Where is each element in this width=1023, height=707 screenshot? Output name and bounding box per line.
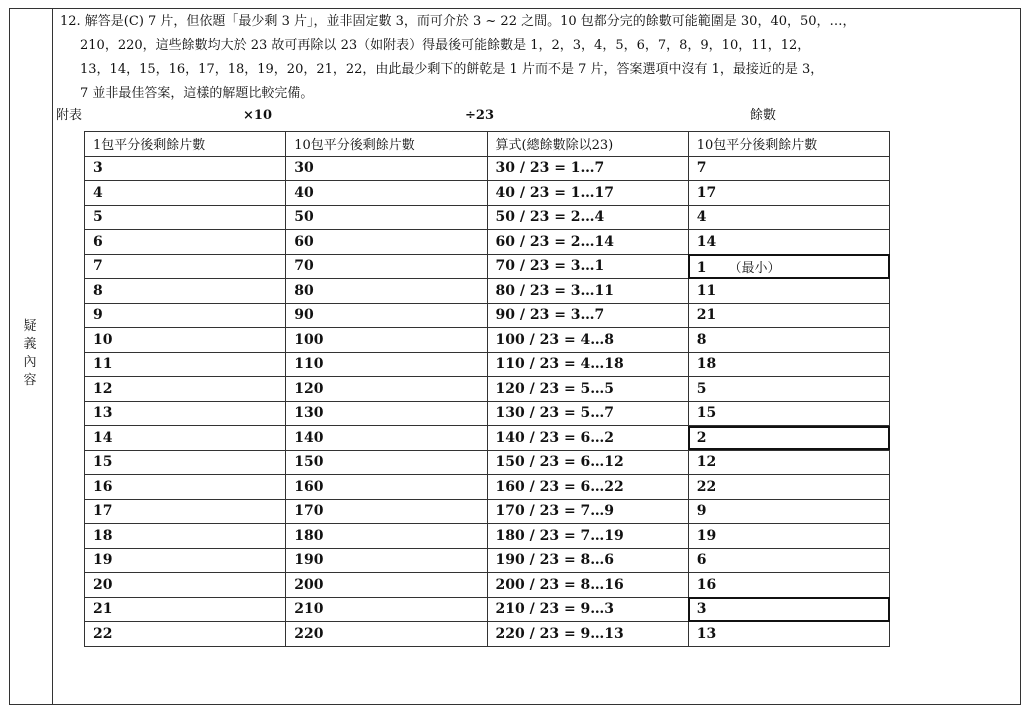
table-row	[85, 426, 890, 451]
table-cell: 220 / 23 = 9…13	[487, 622, 688, 647]
times10-label: ×10	[243, 108, 272, 123]
table-cell: 140 / 23 = 6…2	[487, 426, 688, 451]
side-label: 疑義內容	[23, 319, 37, 388]
table-cell: 120	[286, 377, 487, 402]
table-cell: 17	[85, 499, 286, 524]
table-cell: 20	[85, 573, 286, 598]
table-cell: 110	[286, 352, 487, 377]
paragraph-line: 210，220，這些餘數均大於 23 故可再除以 23（如附表）得最後可能餘數是 1，2，3，4，5，6，7，8，9，10，11，12，	[80, 38, 811, 53]
appendix-label: 附表	[56, 108, 83, 123]
table-row	[85, 181, 890, 206]
table-row	[85, 597, 890, 622]
table-cell: 140	[286, 426, 487, 451]
table-cell: 160	[286, 475, 487, 500]
table-cell: 18	[688, 352, 889, 377]
table-cell: 220	[286, 622, 487, 647]
table-cell: 120 / 23 = 5…5	[487, 377, 688, 402]
table-cell: 17	[688, 181, 889, 206]
header-cell: 算式(總餘數除以23)	[487, 132, 688, 157]
table-cell: 100	[286, 328, 487, 353]
table-cell: 40	[286, 181, 487, 206]
table-row	[85, 573, 890, 598]
table-cell: 190 / 23 = 8…6	[487, 548, 688, 573]
table-cell: 22	[688, 475, 889, 500]
table-cell: 210 / 23 = 9…3	[487, 597, 688, 622]
table-cell: 70	[286, 254, 487, 279]
table-cell: 30 / 23 = 1…7	[487, 156, 688, 181]
table-cell: 9	[85, 303, 286, 328]
remainder-label: 餘數	[750, 108, 777, 123]
table-cell: 10	[85, 328, 286, 353]
table-cell: 30	[286, 156, 487, 181]
table-cell: 190	[286, 548, 487, 573]
table-cell: 110 / 23 = 4…18	[487, 352, 688, 377]
table-cell: 5	[85, 205, 286, 230]
table-cell: 14	[85, 426, 286, 451]
paragraph-line: 13，14，15，16，17，18，19，20，21，22，由此最少剩下的餅乾是 1 片而不是 7 片，答案選項中沒有 1，最接近的是 3，	[80, 62, 824, 77]
table-row	[85, 377, 890, 402]
table-cell: 130 / 23 = 5…7	[487, 401, 688, 426]
table-body	[85, 156, 890, 646]
table-cell: 200 / 23 = 8…16	[487, 573, 688, 598]
table-cell: 5	[688, 377, 889, 402]
table-cell: 2	[688, 426, 889, 451]
table-cell: 16	[688, 573, 889, 598]
table-row	[85, 450, 890, 475]
table-cell: 6	[688, 548, 889, 573]
table-cell: 60 / 23 = 2…14	[487, 230, 688, 255]
table-cell: 6	[85, 230, 286, 255]
table-row	[85, 548, 890, 573]
table-cell: 200	[286, 573, 487, 598]
header-cell: 10包平分後剩餘片數	[286, 132, 487, 157]
remainder-table	[84, 131, 890, 647]
table-cell: 4	[85, 181, 286, 206]
table-cell: 13	[688, 622, 889, 647]
table-cell: 15	[688, 401, 889, 426]
table-cell: 18	[85, 524, 286, 549]
table-cell: 180	[286, 524, 487, 549]
table-cell: 14	[688, 230, 889, 255]
table-cell: 80 / 23 = 3…11	[487, 279, 688, 304]
header-cell: 10包平分後剩餘片數	[688, 132, 889, 157]
table-row	[85, 524, 890, 549]
table-cell: 22	[85, 622, 286, 647]
table-cell: 70 / 23 = 3…1	[487, 254, 688, 279]
table-cell	[688, 254, 889, 279]
table-cell: 60	[286, 230, 487, 255]
table-cell: 170 / 23 = 7…9	[487, 499, 688, 524]
table-cell: 90 / 23 = 3…7	[487, 303, 688, 328]
table-cell: 12	[688, 450, 889, 475]
table-cell: 9	[688, 499, 889, 524]
table-cell: 8	[688, 328, 889, 353]
table-cell: 21	[688, 303, 889, 328]
table-cell: 150 / 23 = 6…12	[487, 450, 688, 475]
table-cell: 150	[286, 450, 487, 475]
table-cell: 7	[688, 156, 889, 181]
table-cell: 180 / 23 = 7…19	[487, 524, 688, 549]
table-cell: 90	[286, 303, 487, 328]
table-header-row	[85, 132, 890, 157]
table-cell: 170	[286, 499, 487, 524]
table-cell: 21	[85, 597, 286, 622]
table-cell: 80	[286, 279, 487, 304]
table-row	[85, 475, 890, 500]
table-row	[85, 230, 890, 255]
table-row	[85, 328, 890, 353]
paragraph-line: 7 並非最佳答案，這樣的解題比較完備。	[80, 86, 314, 101]
table-cell: 19	[85, 548, 286, 573]
table-cell: 50	[286, 205, 487, 230]
table-row	[85, 156, 890, 181]
table-cell: 7	[85, 254, 286, 279]
table-cell: 160 / 23 = 6…22	[487, 475, 688, 500]
minimum-note: （最小）	[728, 260, 781, 276]
table-cell: 100 / 23 = 4…8	[487, 328, 688, 353]
paragraph-line: 12. 解答是(C) 7 片，但依題「最少剩 3 片」，並非固定數 3，而可介於 3 ~ 22 之間。10 包都分完的餘數可能範圍是 30，40，50，…，	[60, 14, 856, 29]
table-cell: 4	[688, 205, 889, 230]
explanation-paragraph	[60, 10, 1010, 106]
table-cell: 3	[85, 156, 286, 181]
table-cell: 3	[688, 597, 889, 622]
table-cell: 11	[85, 352, 286, 377]
table-cell: 210	[286, 597, 487, 622]
table-cell: 19	[688, 524, 889, 549]
table-cell: 11	[688, 279, 889, 304]
table-cell: 50 / 23 = 2…4	[487, 205, 688, 230]
header-cell: 1包平分後剩餘片數	[85, 132, 286, 157]
table-row	[85, 303, 890, 328]
table-cell: 130	[286, 401, 487, 426]
table-cell: 12	[85, 377, 286, 402]
table-cell: 16	[85, 475, 286, 500]
table-row	[85, 401, 890, 426]
table-row	[85, 352, 890, 377]
table-cell: 15	[85, 450, 286, 475]
table-cell: 8	[85, 279, 286, 304]
table-row	[85, 279, 890, 304]
table-cell: 40 / 23 = 1…17	[487, 181, 688, 206]
div23-label: ÷23	[465, 108, 494, 123]
table-cell: 13	[85, 401, 286, 426]
table-row	[85, 499, 890, 524]
table-row	[85, 254, 890, 279]
table-row	[85, 622, 890, 647]
table-row	[85, 205, 890, 230]
cell-value: 1	[696, 259, 707, 276]
